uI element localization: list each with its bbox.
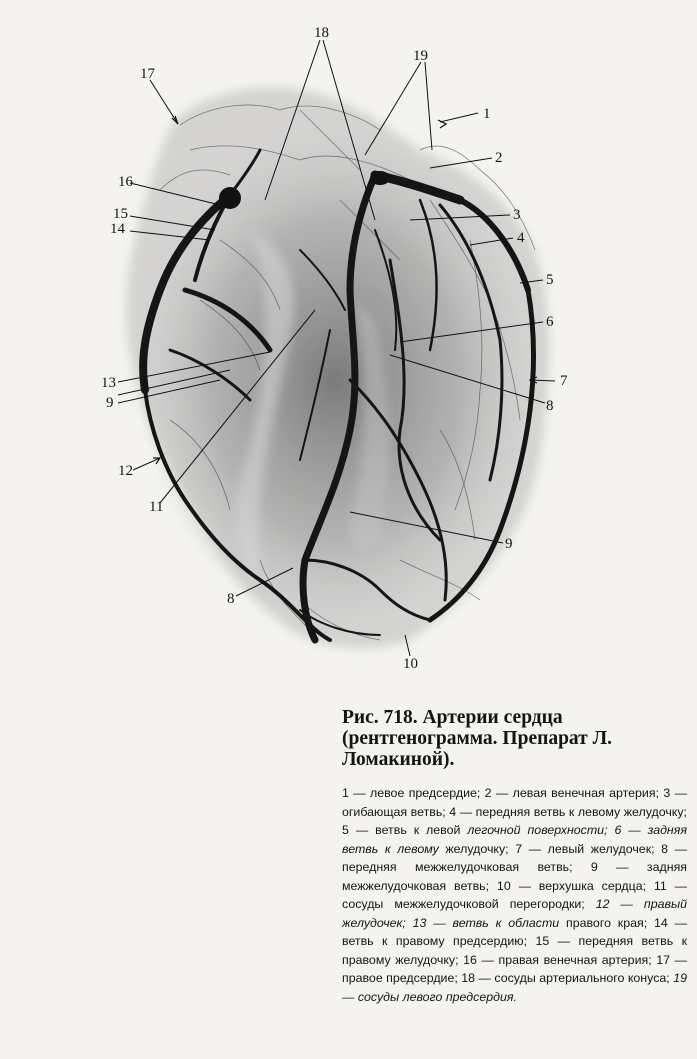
label-6: 6: [546, 314, 554, 330]
label-10: 10: [403, 656, 418, 672]
label-5: 5: [546, 272, 554, 288]
legend-part-italic: легочной поверхности; 6 — задняя ветвь к левому: [342, 823, 687, 856]
left-coronary-origin: [370, 171, 390, 185]
label-11: 11: [149, 499, 164, 515]
label-8-right: 8: [546, 398, 554, 414]
label-7: 7: [560, 373, 568, 389]
legend-part: желудочку; 7 — левый желудочек; 8 — передняя межжелудочковая ветвь; 9 — задняя межжелудочковая ветвь; 10 — верхушка сердца; 11 — сосуды межжелудочковой перегородки;: [342, 841, 687, 911]
caption-legend: [342, 784, 687, 1006]
caption-title: Рис. 718. Артерии сердца (рентгенограмма. Препарат Л. Ломакиной).: [342, 707, 613, 770]
label-13: 13: [101, 375, 116, 391]
label-4: 4: [517, 230, 525, 246]
label-3: 3: [513, 207, 521, 223]
label-16: 16: [118, 174, 133, 190]
figure-caption: [342, 707, 687, 1006]
legend-part-italic: 19 — сосуды левого предсердия.: [342, 971, 687, 1004]
label-8-bottom: 8: [227, 591, 235, 607]
label-15: 15: [113, 206, 128, 222]
legend-part-italic: 12 — правый желудочек; 13 — ветвь к области: [342, 897, 687, 930]
label-12: 12: [118, 463, 133, 479]
label-17: 17: [140, 66, 155, 82]
label-9-left: 9: [106, 395, 114, 411]
right-coronary-origin: [219, 187, 241, 209]
label-2: 2: [495, 150, 503, 166]
label-9-right: 9: [505, 536, 513, 552]
label-1: 1: [483, 106, 491, 122]
legend-part: правого края; 14 — ветвь к правому предсердию; 15 — передняя ветвь к правому желудочку; 16 — правая венечная артерия; 17 — правое предсердие; 18 — сосуды артериального конуса;: [342, 915, 687, 985]
legend-part: 1 — левое предсердие; 2 — левая венечная артерия; 3 — огибающая ветвь; 4 — передняя ветвь к левому желудочку; 5 — ветвь к левой: [342, 786, 687, 837]
label-19: 19: [413, 48, 428, 64]
label-18: 18: [314, 25, 329, 41]
label-14: 14: [110, 221, 125, 237]
